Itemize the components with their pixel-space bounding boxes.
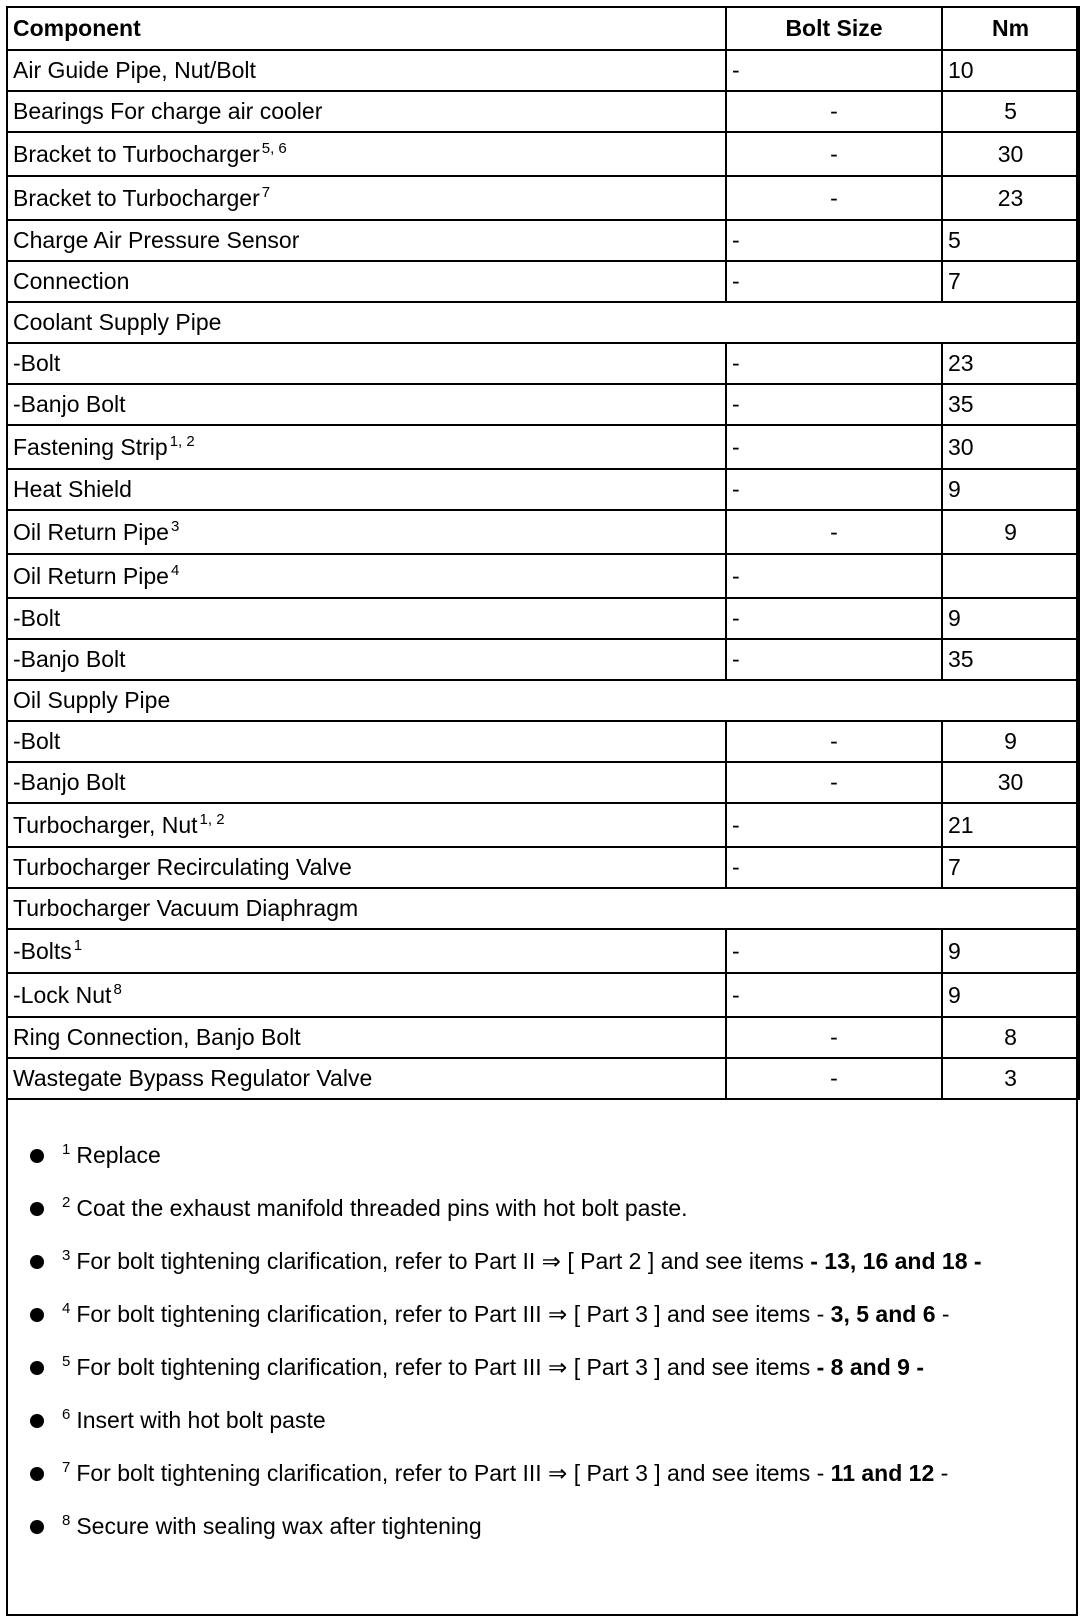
- nm-cell: 8: [942, 1017, 1079, 1058]
- component-name: Turbocharger Recirculating Valve: [13, 854, 352, 880]
- bolt-size-cell: -: [726, 91, 942, 132]
- nm-cell: 7: [942, 261, 1079, 302]
- nm-cell: 5: [942, 220, 1079, 261]
- footnote-body: For bolt tightening clarification, refer to Part III ⇒ [ Part 3 ] and see items -: [76, 1301, 831, 1327]
- table-row: [7, 598, 1079, 639]
- bolt-size-cell: -: [726, 176, 942, 220]
- footnote-number: 8: [62, 1512, 71, 1529]
- component-name: Charge Air Pressure Sensor: [13, 227, 300, 253]
- footnote-number: 1: [62, 1141, 71, 1158]
- component-cell: [7, 343, 726, 384]
- component-name: -Lock Nut: [13, 981, 112, 1008]
- bolt-size-cell: -: [726, 510, 942, 554]
- footnote-items: - 13, 16 and 18 -: [810, 1248, 982, 1274]
- component-name: Bearings For charge air cooler: [13, 98, 323, 124]
- bolt-size-cell: -: [726, 721, 942, 762]
- bolt-size-cell: -: [726, 384, 942, 425]
- footnote-items: 11 and 12: [830, 1460, 935, 1486]
- footnote-ref: 3: [170, 517, 180, 535]
- component-name: Turbocharger Vacuum Diaphragm: [13, 895, 359, 921]
- nm-cell: 9: [942, 469, 1079, 510]
- component-name: Fastening Strip: [13, 433, 168, 460]
- bolt-size-cell: -: [726, 261, 942, 302]
- footnote-text: [62, 1405, 326, 1435]
- bullet-icon: [30, 1520, 44, 1534]
- bolt-size-cell: -: [726, 762, 942, 803]
- footnote-body: Coat the exhaust manifold threaded pins with hot bolt paste.: [76, 1195, 688, 1221]
- table-row: [7, 1058, 1079, 1099]
- table-row: [7, 261, 1079, 302]
- footnote-ref: 8: [113, 980, 122, 998]
- bolt-size-cell: -: [726, 929, 942, 973]
- component-cell: [7, 888, 1079, 929]
- component-name: Heat Shield: [13, 476, 132, 502]
- bolt-size-cell: -: [726, 639, 942, 680]
- footnote-number: 5: [62, 1353, 71, 1370]
- component-cell: [7, 384, 726, 425]
- nm-cell: 30: [942, 425, 1079, 469]
- footnote-ref: 7: [261, 183, 271, 201]
- footnote-text: [62, 1193, 688, 1223]
- bolt-size-cell: -: [726, 132, 942, 176]
- table-row: [7, 425, 1079, 469]
- table-row: [7, 176, 1079, 220]
- nm-cell: 7: [942, 847, 1079, 888]
- footnote-text: [62, 1352, 924, 1382]
- component-cell: [7, 132, 726, 176]
- component-cell: [7, 1058, 726, 1099]
- table-row: [7, 973, 1079, 1017]
- footnote-items: 3, 5 and 6: [830, 1301, 936, 1327]
- footnote-ref: 1: [73, 936, 83, 954]
- footnote-ref: 1, 2: [169, 432, 195, 450]
- table-body: [7, 50, 1079, 1099]
- footnote-text: [62, 1511, 482, 1541]
- component-name: Wastegate Bypass Regulator Valve: [13, 1065, 373, 1091]
- footnote-number: 7: [62, 1459, 71, 1476]
- footnote-number: 3: [62, 1247, 71, 1264]
- component-name: Bracket to Turbocharger: [13, 184, 260, 211]
- table-row: [7, 680, 1079, 721]
- bolt-size-cell: -: [726, 50, 942, 91]
- table-row: [7, 510, 1079, 554]
- torque-spec-sheet: [6, 6, 1078, 1616]
- table-row: [7, 132, 1079, 176]
- bolt-size-cell: -: [726, 803, 942, 847]
- nm-cell: 35: [942, 384, 1079, 425]
- bullet-icon: [30, 1202, 44, 1216]
- nm-cell: 10: [942, 50, 1079, 91]
- nm-cell: 23: [942, 176, 1079, 220]
- footnote-body: Secure with sealing wax after tightening: [76, 1513, 482, 1539]
- component-cell: [7, 50, 726, 91]
- nm-cell: 9: [942, 598, 1079, 639]
- bolt-size-cell: -: [726, 847, 942, 888]
- component-cell: [7, 91, 726, 132]
- footnote-ref: 1, 2: [199, 810, 225, 828]
- footnote-text: [62, 1458, 948, 1488]
- table-row: [7, 847, 1079, 888]
- bullet-icon: [30, 1308, 44, 1322]
- component-name: -Banjo Bolt: [13, 391, 126, 417]
- table-row: [7, 91, 1079, 132]
- table-row: [7, 1017, 1079, 1058]
- component-cell: [7, 469, 726, 510]
- footnote-tail: -: [934, 1460, 949, 1486]
- bolt-size-cell: -: [726, 598, 942, 639]
- bullet-icon: [30, 1467, 44, 1481]
- nm-cell: 9: [942, 510, 1079, 554]
- component-cell: [7, 425, 726, 469]
- nm-cell: 9: [942, 929, 1079, 973]
- component-name: Bracket to Turbocharger: [13, 140, 260, 167]
- footnote-text: [62, 1246, 982, 1276]
- component-cell: [7, 721, 726, 762]
- component-cell: [7, 803, 726, 847]
- nm-cell: 23: [942, 343, 1079, 384]
- table-row: [7, 721, 1079, 762]
- component-cell: [7, 261, 726, 302]
- table-row: [7, 384, 1079, 425]
- component-cell: [7, 929, 726, 973]
- nm-cell: 30: [942, 762, 1079, 803]
- footnote-number: 6: [62, 1406, 71, 1423]
- bolt-size-cell: -: [726, 1017, 942, 1058]
- footnote-ref: 5, 6: [261, 139, 287, 157]
- bullet-icon: [30, 1414, 44, 1428]
- nm-cell: 35: [942, 639, 1079, 680]
- nm-cell: 5: [942, 91, 1079, 132]
- table-row: [7, 929, 1079, 973]
- header-nm: Nm: [942, 7, 1079, 50]
- bolt-size-cell: -: [726, 425, 942, 469]
- component-cell: [7, 847, 726, 888]
- component-name: -Bolt: [13, 728, 61, 754]
- footnote-text: [62, 1140, 161, 1170]
- table-row: [7, 888, 1079, 929]
- component-cell: [7, 973, 726, 1017]
- nm-cell: [942, 554, 1079, 598]
- bolt-size-cell: -: [726, 343, 942, 384]
- bolt-size-cell: -: [726, 554, 942, 598]
- table-row: [7, 803, 1079, 847]
- nm-cell: 30: [942, 132, 1079, 176]
- footnote-body: For bolt tightening clarification, refer to Part III ⇒ [ Part 3 ] and see items -: [76, 1460, 831, 1486]
- footnote-body: For bolt tightening clarification, refer to Part III ⇒ [ Part 3 ] and see items: [76, 1354, 817, 1380]
- nm-cell: 21: [942, 803, 1079, 847]
- bolt-size-cell: -: [726, 1058, 942, 1099]
- footnote-ref: 4: [170, 561, 180, 579]
- table-row: [7, 220, 1079, 261]
- component-name: Connection: [13, 268, 130, 294]
- table-row: [7, 50, 1079, 91]
- component-cell: [7, 554, 726, 598]
- bullet-icon: [30, 1149, 44, 1163]
- table-row: [7, 639, 1079, 680]
- component-name: Ring Connection, Banjo Bolt: [13, 1024, 301, 1050]
- footnote-items: - 8 and 9 -: [816, 1354, 924, 1380]
- component-name: -Banjo Bolt: [13, 646, 126, 672]
- footnote-tail: -: [935, 1301, 950, 1327]
- table-row: [7, 343, 1079, 384]
- component-name: -Bolts: [13, 937, 72, 964]
- component-cell: [7, 302, 1079, 343]
- component-name: -Bolt: [13, 605, 61, 631]
- component-cell: [7, 510, 726, 554]
- component-cell: [7, 176, 726, 220]
- component-name: Coolant Supply Pipe: [13, 309, 222, 335]
- component-cell: [7, 1017, 726, 1058]
- bolt-size-cell: -: [726, 973, 942, 1017]
- table-row: [7, 554, 1079, 598]
- component-name: -Banjo Bolt: [13, 769, 126, 795]
- component-cell: [7, 680, 1079, 721]
- bolt-size-cell: -: [726, 469, 942, 510]
- component-name: Air Guide Pipe, Nut/Bolt: [13, 57, 256, 83]
- bullet-icon: [30, 1361, 44, 1375]
- table-row: [7, 469, 1079, 510]
- bullet-icon: [30, 1255, 44, 1269]
- component-cell: [7, 598, 726, 639]
- torque-table: [6, 6, 1080, 1100]
- table-row: [7, 762, 1079, 803]
- footnote-text: [62, 1299, 950, 1329]
- footnote-number: 4: [62, 1300, 71, 1317]
- component-cell: [7, 762, 726, 803]
- component-name: Oil Return Pipe: [13, 518, 169, 545]
- nm-cell: 9: [942, 973, 1079, 1017]
- footnote-body: Insert with hot bolt paste: [76, 1407, 326, 1433]
- component-cell: [7, 220, 726, 261]
- component-name: Turbocharger, Nut: [13, 811, 198, 838]
- component-cell: [7, 639, 726, 680]
- component-name: -Bolt: [13, 350, 61, 376]
- footnote-body: For bolt tightening clarification, refer to Part II ⇒ [ Part 2 ] and see items: [76, 1248, 811, 1274]
- component-name: Oil Return Pipe: [13, 562, 169, 589]
- component-name: Oil Supply Pipe: [13, 687, 171, 713]
- header-bolt-size: Bolt Size: [726, 7, 942, 50]
- table-header-row: [7, 7, 1079, 50]
- table-row: [7, 302, 1079, 343]
- footnote-body: Replace: [76, 1142, 161, 1168]
- footnote-number: 2: [62, 1194, 71, 1211]
- bolt-size-cell: -: [726, 220, 942, 261]
- nm-cell: 9: [942, 721, 1079, 762]
- header-component: Component: [7, 7, 726, 50]
- nm-cell: 3: [942, 1058, 1079, 1099]
